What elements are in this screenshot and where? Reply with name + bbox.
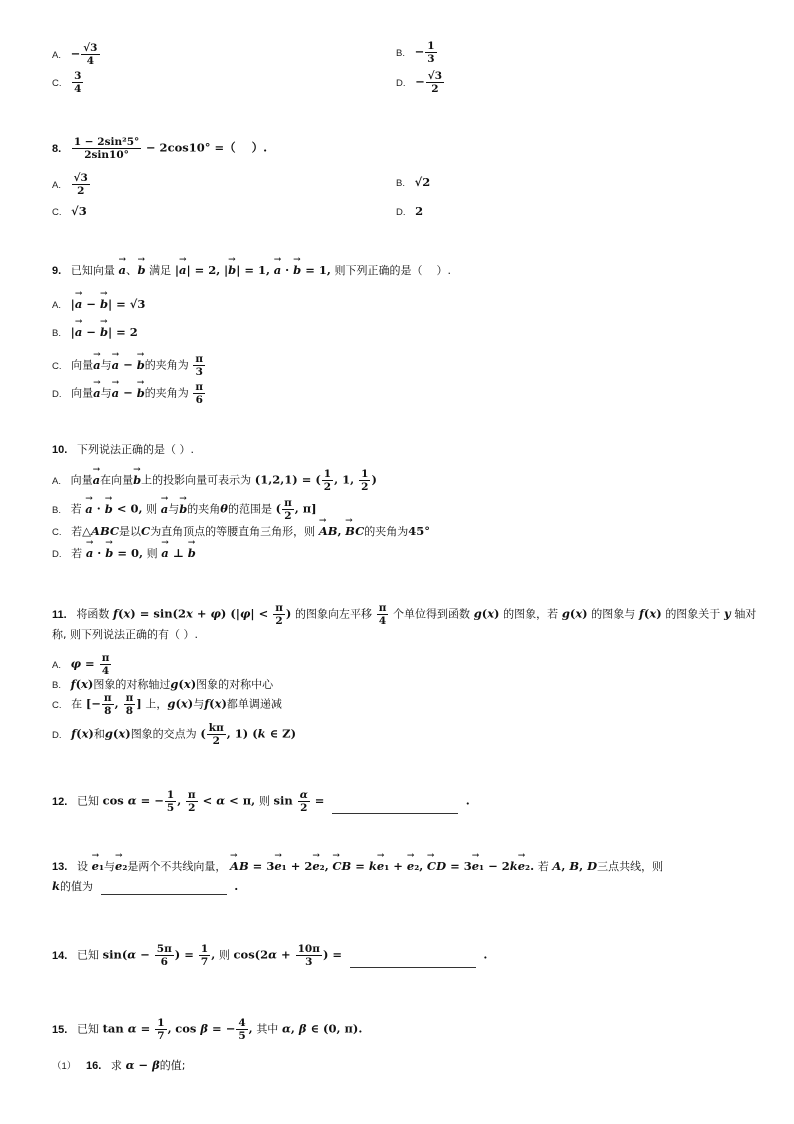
q10-option-d: D. 若 → a · → b = 0, 则 → a ⊥ → b	[52, 545, 196, 563]
q9-option-b: B. |→ a − → b| = 2	[52, 324, 138, 342]
q13-answer-blank[interactable]	[101, 882, 227, 895]
q8-stem: 8. $\frac{\text{1 − 2sin²5°}}{2\sin 10^\circ}$ − 2cos10° =（ ）.	[52, 136, 268, 161]
q10-stem: 10. 下列说法正确的是（ ）.	[52, 443, 194, 456]
q9-option-a: A. |→ a − → b| = √3	[52, 296, 145, 314]
q10-option-b: B. 若 → a · → b < 0, 则 → a与→ b的夹角θ的范围是 ( $\frac{\pi}{2}$ , π]	[52, 497, 317, 522]
q7-option-b: B. − $\frac{1}{3}$	[396, 40, 435, 65]
q8-option-a: A. $\frac{√3}{2}$	[52, 172, 88, 197]
q13-stem-line1: 13. 设 → e₁与→ e₂是两个不共线向量， → AB = 3→ e₁ + 2→ e₂, → CB = k→ e₁ + → e₂, → CD = 3→ e₁ − 2k→ e₂. 若 A, B, D三点共线，则	[52, 858, 663, 875]
q8-option-b: B. √2	[396, 175, 431, 189]
q8-option-d: D. 2	[396, 204, 424, 218]
q12-stem: 12. 已知 cos α = − $\frac{1}{5}$ , $\frac{\pi}{2}$ < α < π, 则 sin $\frac{\alpha}{2}$ = .	[52, 789, 470, 814]
q14-stem: 14. 已知 sin(α − $\frac{5\pi}{6}$ ) = $\frac{1}{7}$ , 则 cos(2α + $\frac{10\pi}{3}$ ) = .	[52, 943, 488, 968]
q11-option-b: B. f(x)图象的对称轴过g(x)图象的对称中心	[52, 677, 274, 691]
q10-option-c: C. 若△ABC是以C为直角顶点的等腰直角三角形，则 → AB, → BC的夹角为45°	[52, 523, 430, 541]
q14-answer-blank[interactable]	[350, 955, 476, 968]
q10-option-a: A. 向量→ a在向量→ b上的投影向量可表示为 (1,2,1) = ( $\frac{1}{2}$ , 1, $\frac{1}{2}$ )	[52, 468, 377, 493]
q9-option-c: C. 向量→ a与→ a − → b的夹角为 $\frac{\pi}{3}$	[52, 353, 206, 378]
q11-stem-line1: 11. 将函数 f(x) = sin(2x + φ) (|φ| < $\frac{\pi}{2}$ ) 的图象向左平移 $\frac{\pi}{4}$ 个单位得到函数 g(x) 的图象，若 g(x) 的图象与 f(x) 的图象关于 y 轴对	[52, 602, 757, 627]
q7-option-d: D. − $\frac{√3}{2}$	[396, 70, 443, 95]
q11-option-c: C. 在 [− $\frac{\pi}{8}$ , $\frac{\pi}{8}$ ] 上，g(x)与f(x)都单调递减	[52, 692, 282, 717]
q7-option-a: A. − $\frac{√3}{4}$	[52, 42, 98, 67]
q13-stem-line2: k的值为 .	[52, 879, 239, 893]
q9-stem: 9. 已知向量 → a、→ b 满足 |→ a| = 2, |→ b| = 1, → a · → b = 1, 则下列正确的是（ ）.	[52, 262, 451, 279]
q11-option-d: D. f(x)和g(x)图象的交点为 ( $\frac{k\pi}{2}$ , 1) (k ∈ Z)	[52, 722, 297, 747]
q11-option-a: A. φ = $\frac{\pi}{4}$	[52, 652, 110, 677]
q11-stem-line2: 称, 则下列说法正确的有（ ）.	[52, 628, 198, 641]
q8-option-c: C. √3	[52, 204, 87, 218]
q12-answer-blank[interactable]	[332, 801, 458, 814]
q9-option-d: D. 向量→ a与→ a − → b的夹角为 $\frac{\pi}{6}$	[52, 381, 206, 406]
q15-stem: 15. 已知 tan α = $\frac{1}{7}$ , cos β = − $\frac{4}{5}$ , 其中 α, β ∈ (0, π).	[52, 1017, 363, 1042]
q16-stem: （1） 16. 求 α − β的值;	[52, 1058, 186, 1072]
q7-option-c: C. $\frac{3}{4}$	[52, 70, 82, 95]
